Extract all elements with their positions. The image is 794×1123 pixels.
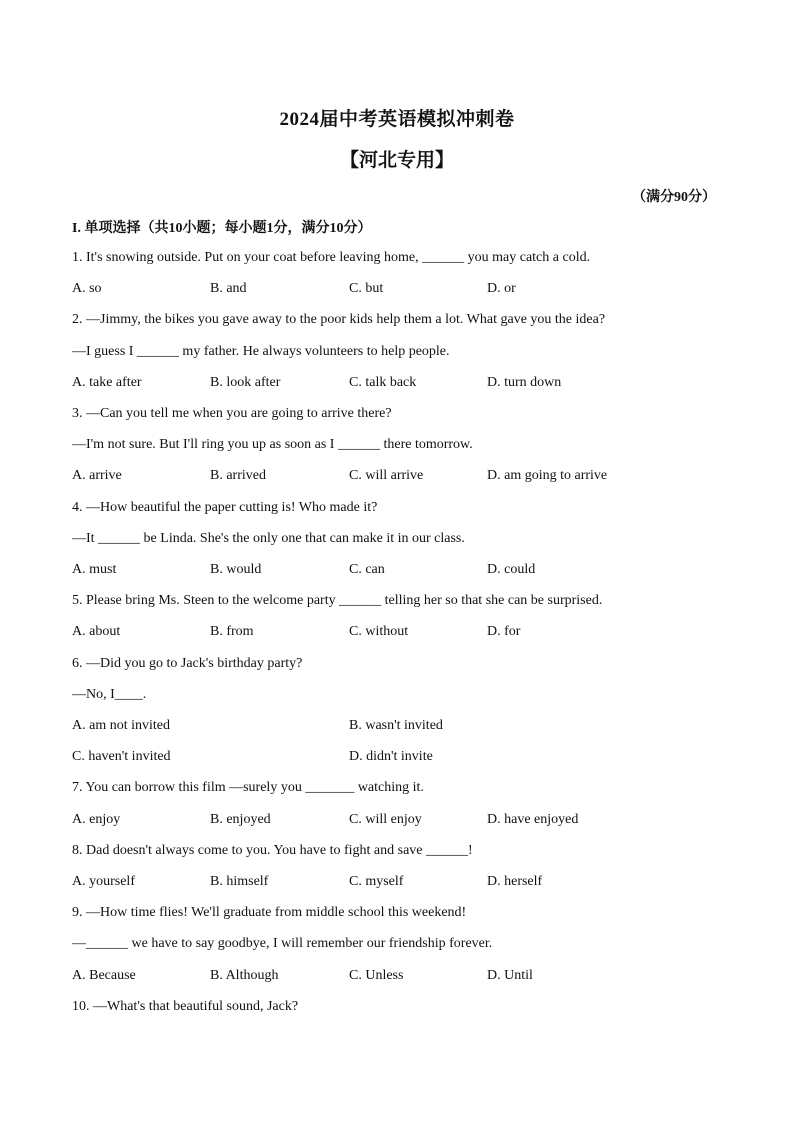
option-c: C. will arrive xyxy=(349,468,424,483)
option-a: A. about xyxy=(72,624,121,639)
option-c: C. Unless xyxy=(349,968,404,983)
question-8-options xyxy=(72,873,732,891)
question-8-stem: 8. Dad doesn't always come to you. You have to fight and save ______! xyxy=(72,843,473,858)
exam-title: 2024届中考英语模拟冲刺卷 xyxy=(279,109,515,130)
question-1-options xyxy=(72,280,732,298)
question-6-response: —No, I____. xyxy=(72,687,147,702)
question-10-stem: 10. —What's that beautiful sound, Jack? xyxy=(72,999,299,1014)
option-b: B. himself xyxy=(210,874,269,889)
option-d: D. didn't invite xyxy=(349,749,433,764)
option-a: A. arrive xyxy=(72,468,122,483)
question-6-options-row-2 xyxy=(72,748,732,766)
exam-subtitle: 【河北专用】 xyxy=(339,150,454,171)
option-c: C. but xyxy=(349,281,384,296)
question-4-stem: 4. —How beautiful the paper cutting is! Who made it? xyxy=(72,500,378,515)
option-d: D. am going to arrive xyxy=(487,468,608,483)
question-7-options xyxy=(72,811,732,829)
question-4-response: —It ______ be Linda. She's the only one that can make it in our class. xyxy=(72,531,465,546)
question-2-options xyxy=(72,374,732,392)
question-4-options xyxy=(72,561,732,579)
option-d: D. turn down xyxy=(487,375,562,390)
question-9-stem: 9. —How time flies! We'll graduate from middle school this weekend! xyxy=(72,905,467,920)
question-9-options xyxy=(72,967,732,985)
option-b: B. from xyxy=(210,624,254,639)
option-c: C. myself xyxy=(349,874,404,889)
option-a: A. yourself xyxy=(72,874,135,889)
option-d: D. could xyxy=(487,562,536,577)
question-3-options xyxy=(72,467,732,485)
option-b: B. and xyxy=(210,281,247,296)
option-b: B. would xyxy=(210,562,262,577)
option-b: B. enjoyed xyxy=(210,812,271,827)
option-a: A. so xyxy=(72,281,102,296)
option-c: C. haven't invited xyxy=(72,749,171,764)
option-d: D. or xyxy=(487,281,516,296)
question-2-response: —I guess I ______ my father. He always volunteers to help people. xyxy=(72,344,450,359)
option-c: C. can xyxy=(349,562,385,577)
option-d: D. have enjoyed xyxy=(487,812,579,827)
question-5-options xyxy=(72,623,732,641)
option-b: B. Although xyxy=(210,968,279,983)
question-3-stem: 3. —Can you tell me when you are going to arrive there? xyxy=(72,406,392,421)
question-6-options-row-1 xyxy=(72,717,732,735)
option-b: B. wasn't invited xyxy=(349,718,443,733)
question-6-stem: 6. —Did you go to Jack's birthday party? xyxy=(72,656,303,671)
question-5-stem: 5. Please bring Ms. Steen to the welcome party ______ telling her so that she can be surprised. xyxy=(72,593,603,608)
question-3-response: —I'm not sure. But I'll ring you up as soon as I ______ there tomorrow. xyxy=(72,437,473,452)
section-heading: I. 单项选择（共10小题；每小题1分，满分10分） xyxy=(72,221,372,236)
option-a: A. am not invited xyxy=(72,718,170,733)
option-a: A. must xyxy=(72,562,117,577)
question-1-stem: 1. It's snowing outside. Put on your coat before leaving home, ______ you may catch a cold. xyxy=(72,250,591,265)
option-d: D. for xyxy=(487,624,521,639)
option-d: D. herself xyxy=(487,874,543,889)
option-c: C. will enjoy xyxy=(349,812,422,827)
option-b: B. look after xyxy=(210,375,281,390)
option-d: D. Until xyxy=(487,968,533,983)
question-7-stem: 7. You can borrow this film —surely you _______ watching it. xyxy=(72,780,424,795)
option-a: A. enjoy xyxy=(72,812,121,827)
option-c: C. talk back xyxy=(349,375,417,390)
option-a: A. take after xyxy=(72,375,142,390)
option-c: C. without xyxy=(349,624,409,639)
question-2-stem: 2. —Jimmy, the bikes you gave away to the poor kids help them a lot. What gave you the idea? xyxy=(72,312,606,327)
question-9-response: —______ we have to say goodbye, I will remember our friendship forever. xyxy=(72,936,493,951)
total-score: （满分90分） xyxy=(632,190,716,205)
option-b: B. arrived xyxy=(210,468,266,483)
option-a: A. Because xyxy=(72,968,136,983)
